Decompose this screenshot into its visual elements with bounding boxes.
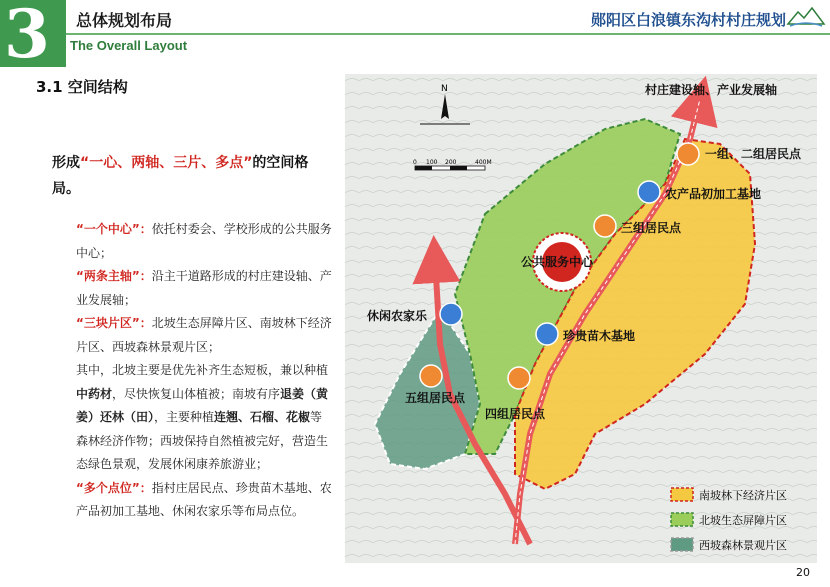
- intro-statement: [52, 150, 322, 202]
- legend-label-south: 南坡林下经济片区: [699, 489, 787, 502]
- axis-label: 村庄建设轴、产业发展轴: [645, 83, 778, 97]
- svg-text:农产品初加工基地: 农产品初加工基地: [665, 187, 762, 201]
- zones-text: 北坡生态屏障片区、南坡林下经济片区、西坡森林景观片区；: [76, 316, 332, 354]
- points-text: 指村庄居民点、珍贵苗木基地、农产品初加工基地、休闲农家乐等布局点位。: [76, 480, 332, 518]
- svg-text:珍贵苗木基地: 珍贵苗木基地: [563, 329, 636, 343]
- svg-text:休闲农家乐: 休闲农家乐: [367, 309, 428, 323]
- scale-400: 400M: [475, 159, 492, 166]
- section-title-cn: 总体规划布局: [76, 11, 173, 30]
- mountain-logo-icon: [786, 2, 826, 30]
- section-number: 3: [4, 0, 50, 73]
- paragraph-detail: [52, 359, 332, 477]
- north-label: N: [441, 84, 448, 94]
- scale-0: 0: [413, 159, 417, 166]
- section-number-badge: [0, 0, 66, 73]
- intro-prefix: 形成: [52, 155, 80, 171]
- legend-label-north: 北坡生态屏障片区: [699, 514, 787, 527]
- page-number: 20: [796, 566, 810, 579]
- axes-text: 沿主干道路形成的村庄建设轴、产业发展轴；: [76, 269, 332, 307]
- center-text: 依托村委会、学校形成的公共服务中心；: [76, 222, 332, 260]
- spatial-structure-map: [345, 74, 817, 563]
- detail-4: 等森林经济作物；西坡保持自然植被完好，营造生态绿色景观，发展休闲康养旅游业；: [76, 410, 329, 471]
- body-text: [52, 218, 332, 524]
- paragraph-zones: [52, 312, 332, 359]
- paragraph-center: [52, 218, 332, 265]
- subsection-title: 3.1 空间结构: [36, 78, 128, 96]
- svg-text:三组居民点: 三组居民点: [621, 221, 682, 235]
- detail-b1: 中药材: [76, 386, 113, 401]
- project-title: 郧阳区白浪镇东沟村村庄规划: [590, 11, 786, 29]
- axes-key: “两条主轴”：: [76, 269, 152, 283]
- intro-highlight: “一心、两轴、三片、多点”: [80, 155, 253, 171]
- intro-suffix: 的空间格局。: [52, 155, 309, 197]
- detail-1: 其中，北坡主要是优先补齐生态短板，兼以种植: [76, 363, 329, 377]
- svg-text:一组、二组居民点: 一组、二组居民点: [705, 147, 802, 161]
- detail-2: ，尽快恢复山体植被；南坡有序: [112, 386, 281, 401]
- center-label: 公共服务中心: [521, 255, 594, 269]
- legend-label-west: 西坡森林景观片区: [699, 539, 787, 552]
- points-key: “多个点位”：: [76, 480, 152, 495]
- center-key: “一个中心”：: [76, 222, 152, 236]
- legend-swatch-south: [671, 488, 693, 501]
- svg-text:五组居民点: 五组居民点: [405, 391, 466, 405]
- paragraph-axes: [52, 265, 332, 312]
- section-title-en: The Overall Layout: [70, 38, 188, 53]
- legend-swatch-north: [671, 513, 693, 526]
- scale-200: 200: [445, 159, 457, 166]
- svg-text:四组居民点: 四组居民点: [485, 407, 546, 421]
- scale-100: 100: [426, 159, 438, 166]
- zones-key: “三块片区”：: [76, 316, 152, 330]
- detail-b2: 退姜（黄姜）还林（田）: [76, 386, 329, 424]
- paragraph-points: [52, 477, 332, 524]
- detail-b3: 连翘、石榴、花椒: [214, 410, 311, 424]
- header-divider: [66, 33, 830, 35]
- legend: [671, 488, 787, 552]
- detail-3: ，主要种植: [154, 410, 215, 424]
- legend-swatch-west: [671, 538, 693, 551]
